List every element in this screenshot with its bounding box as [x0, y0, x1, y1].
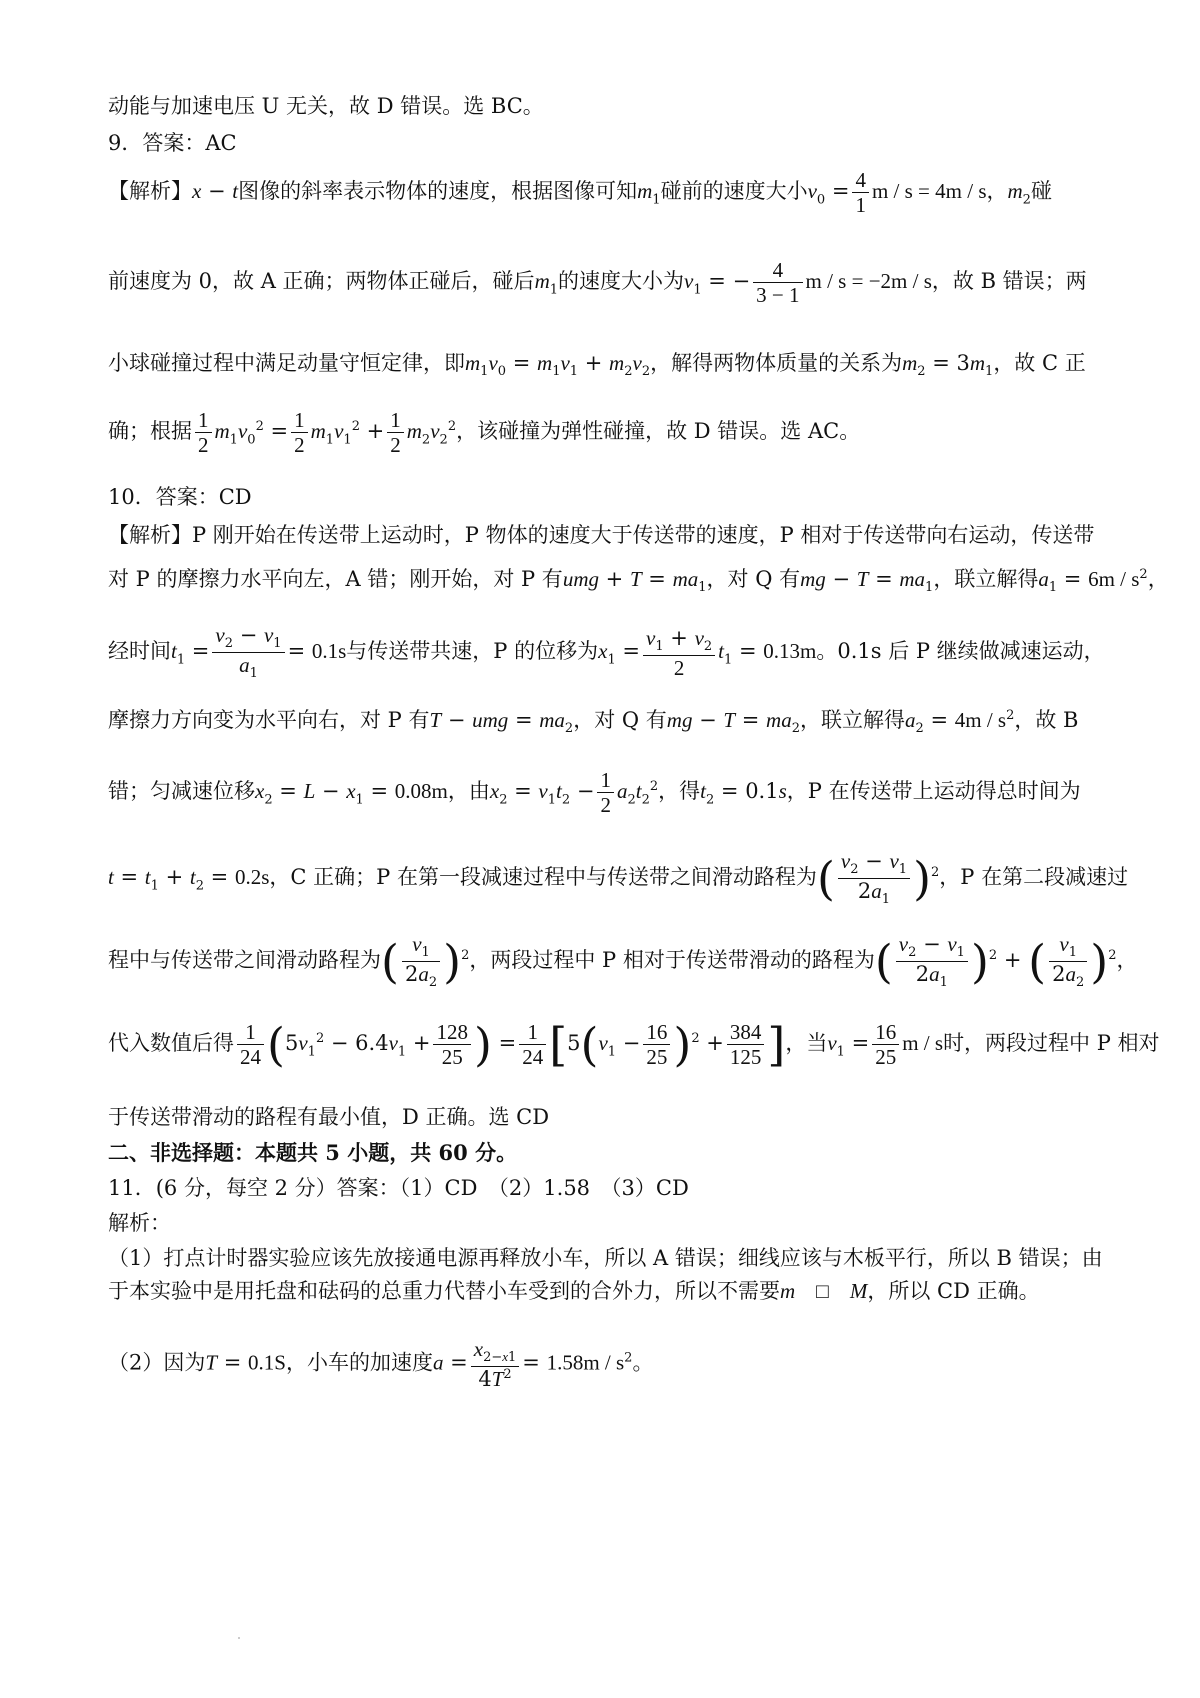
q10-answer: 10．答案：CD [108, 485, 252, 509]
q10-analysis-line-6: $t = t_1 + t_2 = 0.2s$，C 正确；P 在第一段减速过程中与传送带之间滑动路程为( $\frac{v_2 - v_1}{2a_1}$ )$^2$，P 在第二段减速过 [108, 849, 1129, 908]
q11-analysis-line-2: 于本实验中是用托盘和砝码的总重力代替小车受到的合外力，所以不需要m □ M，所以 CD 正确。 [108, 1279, 1040, 1303]
q10-analysis-line-2: 对 P 的摩擦力水平向左，A 错；刚开始，对 P 有umg + $T = ma_1$，对 Q 有mg − $T = ma_1$，联立解得$a_1 = 6m / s^2$， [108, 567, 1169, 596]
q10-analysis-line-3: 经时间$t_1$ = $\frac{v_2 - v_1}{a_1}$ = 0.1s与传送带共速，P 的位移为$x_1$ = $\frac{v_1 + v_2}{2}$ $t_1 = 0.13m$。0.1s 后 P 继续做减速运动， [108, 623, 1105, 682]
q9-analysis-line-3: 小球碰撞过程中满足动量守恒定律，即$m_1v_0 = m_1v_1 + m_2v_2$，解得两物体质量的关系为$m_2 = 3m_1$，故 C 正 [108, 351, 1086, 380]
scan-speck [238, 1637, 240, 1639]
q10-analysis-line-5: 错；匀减速位移$x_2 = L - x_1 = 0.08m$，由$x_2 = v_1t_2$ − $\frac{1}{2}$ $a_2t_2^2$，得$t_2 = 0.1s$，P 在传送带上运动得总时间为 [108, 768, 1081, 818]
q11-analysis-line-1: （1）打点计时器实验应该先放接通电源再释放小车，所以 A 错误；细线应该与木板平行，所以 B 错误；由 [108, 1246, 1103, 1270]
q9-analysis-line-1: 【解析】x − t图像的斜率表示物体的速度，根据图像可知$m_1$碰前的速度大小$v_0$ = $\frac{4}{1}$ m / s = 4m / s，$m_2$碰 [108, 168, 1052, 218]
q9-analysis-line-2: 前速度为 0，故 A 正确；两物体正碰后，碰后$m_1$的速度大小为$v_1$ = − $\frac{4}{3 - 1}$ m / s = −2m / s，故 B 错误；两 [108, 258, 1087, 308]
q9-analysis-line-4: 确；根据 $\frac{1}{2}$ $m_1v_0^2$ = $\frac{1}{2}$ $m_1v_1^2$ + $\frac{1}{2}$ $m_2v_2^2$，该碰撞为弹性碰撞，故 D 错误。选 AC。 [108, 408, 861, 458]
q10-analysis-line-9: 于传送带滑动的路程有最小值，D 正确。选 CD [108, 1105, 550, 1129]
q9-answer: 9．答案：AC [108, 131, 237, 155]
q10-analysis-line-1: 【解析】P 刚开始在传送带上运动时，P 物体的速度大于传送带的速度，P 相对于传送带向右运动，传送带 [108, 523, 1095, 547]
q11-answer: 11．(6 分，每空 2 分）答案：（1）CD （2）1.58 （3）CD [108, 1176, 689, 1200]
q10-analysis-line-8: 代入数值后得 $\frac{1}{24}$ ($5v_1^2 - 6.4v_1$ + $\frac{128}{25}$ ) = $\frac{1}{24}$ [$5(v_1$ − $\frac{16}{25}$ )$^2$ + $\frac{384}{125}$ ]，当$v_1$ = $\frac{16}{25}$ m / s时，两段过程中 P 相对 [108, 1017, 1160, 1072]
q11-analysis-line-3: （2）因为T = 0.1S，小车的加速度a = $\frac{x_{2-x1}}{4T^2}$ = $1.58m / s^2$。 [108, 1337, 654, 1392]
q10-analysis-line-7: 程中与传送带之间滑动路程为( $\frac{v_1}{2a_2}$ )$^2$，两段过程中 P 相对于传送带滑动的路程为( $\frac{v_2 - v_1}{2a_1}$ )$^2$ + ( $\frac{v_1}{2a_2}$ )$^2$， [108, 932, 1138, 991]
q10-analysis-line-4: 摩擦力方向变为水平向右，对 P 有T − umg = $ma_2$，对 Q 有mg − $T = ma_2$，联立解得$a_2 = 4m / s^2$，故 B [108, 708, 1079, 737]
line-text: 动能与加速电压 U 无关，故 D 错误。选 BC。 [108, 94, 544, 118]
q11-analysis-label: 解析： [108, 1211, 171, 1235]
section-2-heading: 二、非选择题：本题共 5 小题，共 60 分。 [108, 1140, 518, 1165]
